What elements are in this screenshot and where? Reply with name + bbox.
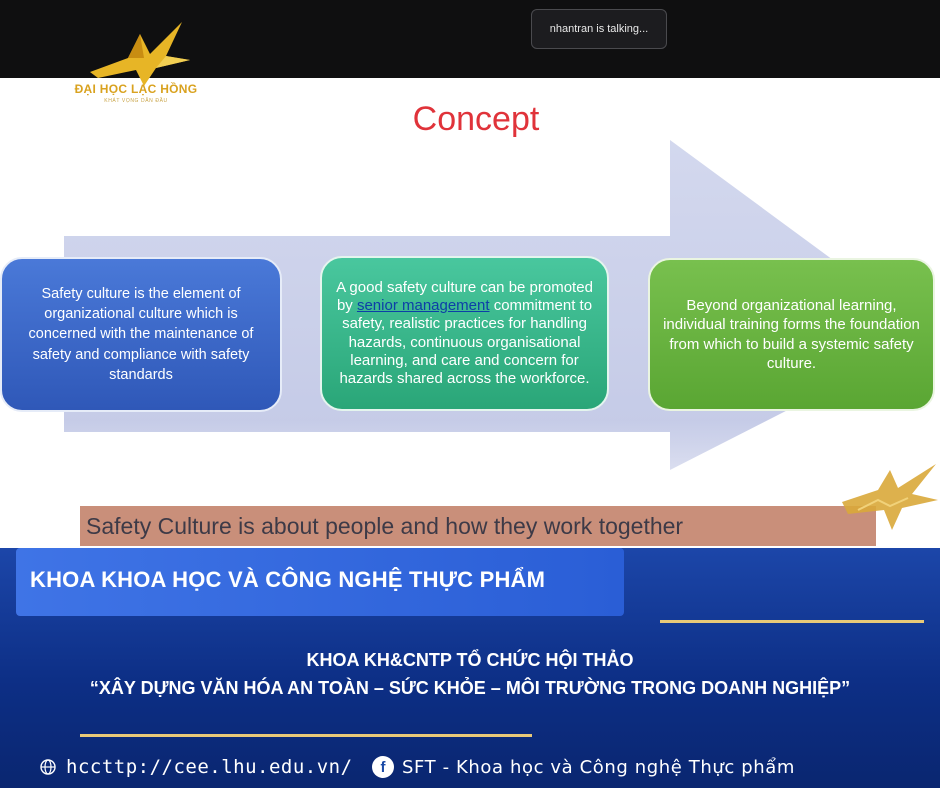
concept-box-training-text: Beyond organizational learning, individual training forms the foundation from which to build a systemic safety culture. <box>663 296 920 372</box>
facebook-icon: f <box>372 756 394 778</box>
event-headline: KHOA KH&CNTP TỔ CHỨC HỘI THẢO <box>306 650 634 670</box>
concept-box-training <box>648 258 935 411</box>
promotion-text-after: commitment to safety, realistic practices for handling hazards, continuous organisational learning, and care and concern for hazards shared across the workforce. <box>339 296 593 388</box>
concept-box-definition <box>0 257 282 412</box>
website-footer[interactable] <box>40 756 353 778</box>
slide-tagline: Safety Culture is about people and how they work together <box>80 506 876 546</box>
gold-divider-top <box>660 620 924 623</box>
gold-bird-mascot-icon <box>838 460 940 540</box>
speaker-status-badge: nhantran is talking... <box>531 9 667 49</box>
department-name: KHOA KHOA HỌC VÀ CÔNG NGHỆ THỰC PHẨM <box>30 567 546 592</box>
event-subheadline: “XÂY DỰNG VĂN HÓA AN TOÀN – SỨC KHỎE – MÔI TRƯỜNG TRONG DOANH NGHIỆP” <box>89 678 851 698</box>
slide-title: Concept <box>412 100 540 138</box>
senior-management-link[interactable]: senior management <box>356 296 490 314</box>
university-logo-name: ĐẠI HỌC LẠC HỒNG <box>74 82 198 96</box>
facebook-footer[interactable] <box>372 756 795 778</box>
concept-box-definition-text: Safety culture is the element of organizational culture which is concerned with the maintenance of safety and compliance with safety standards <box>28 285 254 383</box>
gold-divider-bottom <box>80 734 532 737</box>
promotion-text-before: A good safety culture can be promoted by <box>336 278 593 314</box>
concept-box-promotion-text <box>336 279 593 389</box>
facebook-page-name[interactable]: SFT - Khoa học và Công nghệ Thực phẩm <box>402 756 796 778</box>
globe-icon <box>40 759 56 775</box>
concept-box-promotion <box>320 256 609 411</box>
university-logo-slogan: KHÁT VỌNG DẪN ĐẦU <box>104 98 168 104</box>
website-url[interactable]: hccttp://cee.lhu.edu.vn/ <box>66 756 353 778</box>
